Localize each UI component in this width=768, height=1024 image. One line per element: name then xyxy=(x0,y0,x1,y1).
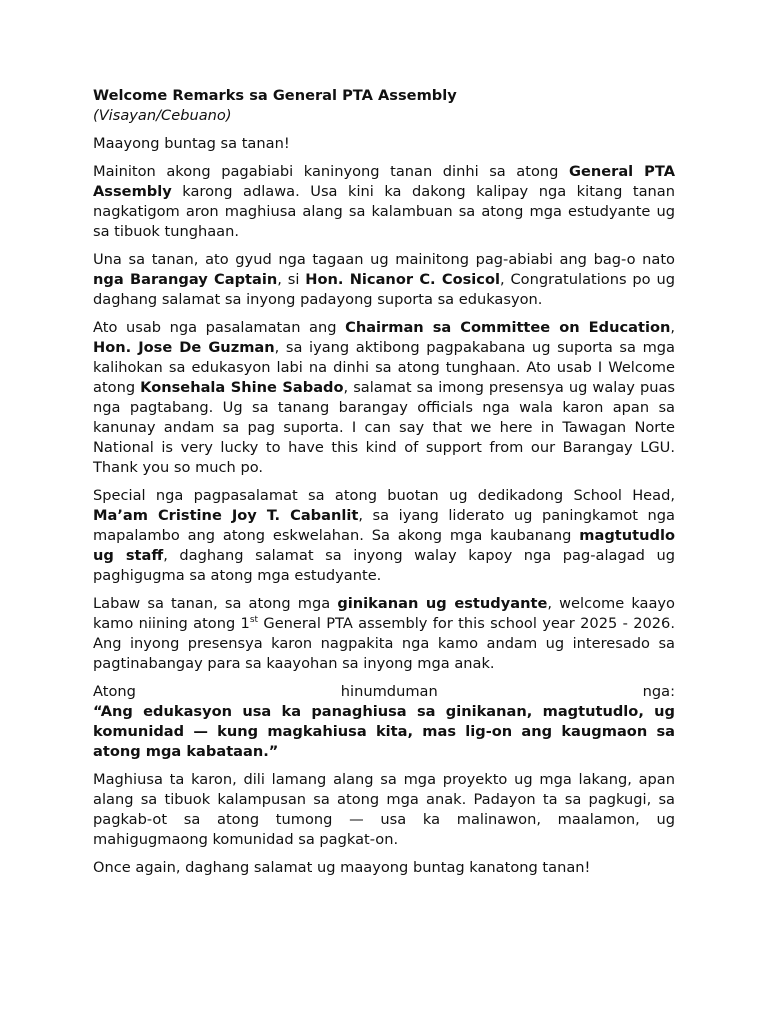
bold-text: Ma’am Cristine Joy T. Cabanlit xyxy=(93,507,359,524)
text: Atong xyxy=(93,683,136,700)
text: karong adlawa. Usa kini ka dakong kalipay nga kitang tanan nagkatigom aron maghiusa alang sa kalambuan sa atong mga estudyante ug sa tibuok tunghaan. xyxy=(93,183,675,240)
paragraph-7: Maghiusa ta karon, dili lamang alang sa mga proyekto ug mga lakang, apan alang sa tibuok kalampusan sa atong mga anak. Padayon ta sa pagkugi, sa pagkab-ot sa atong tumong — usa ka malinawon, maalamon, ug mahigugmaong komunidad sa pagkat-on. xyxy=(93,771,675,848)
reminder-line xyxy=(93,682,675,702)
bold-text: Chairman sa Committee on Education xyxy=(345,319,671,336)
bold-text: Konsehala Shine Sabado xyxy=(140,379,344,396)
text: Labaw sa tanan, sa atong mga xyxy=(93,595,338,612)
superscript: st xyxy=(249,615,259,626)
text: , si xyxy=(277,271,306,288)
text: Mainiton akong pagabiabi kaninyong tanan dinhi sa atong xyxy=(93,163,569,180)
text: General PTA assembly for this school year 2025 - 2026. Ang inyong presensya karon nagpakita nga kamo andam ug interesado sa pagtinabangay para sa kaayohan sa inyong mga anak. xyxy=(93,615,675,672)
paragraph-4 xyxy=(93,486,675,586)
bold-text: Hon. Jose De Guzman xyxy=(93,339,275,356)
paragraph-2 xyxy=(93,250,675,310)
bold-text: nga Barangay Captain xyxy=(93,271,278,288)
document-page xyxy=(93,86,675,886)
bold-text: ginikanan ug estudyante xyxy=(337,595,548,612)
paragraph-1 xyxy=(93,162,675,242)
bold-text: Hon. Nicanor C. Cosicol xyxy=(305,271,500,288)
document-title: Welcome Remarks sa General PTA Assembly xyxy=(93,87,457,104)
text: , sa iyang liderato ug paningkamot nga mapalambo ang atong eskwelahan. Sa akong mga kaubanang xyxy=(93,507,675,544)
text: , daghang salamat sa inyong walay kapoy nga pag-alagad ug paghigugma sa atong mga estudyante. xyxy=(93,547,676,584)
text: , Congratulations po ug daghang salamat sa inyong padayong suporta sa edukasyon. xyxy=(93,271,675,308)
bold-text: General PTA Assembly xyxy=(93,163,675,200)
text: , salamat sa imong presensya ug walay puas nga pagtabang. Ug sa tanang barangay officials nga wala karon apan sa kanunay andam sa pag suporta. I can say that we here in Tawagan Norte National is very lucky to have this kind of support from our Barangay LGU. Thank you so much po. xyxy=(93,379,676,476)
paragraph-5 xyxy=(93,594,675,674)
text: , xyxy=(670,319,675,336)
greeting-paragraph: Maayong buntag sa tanan! xyxy=(93,135,290,152)
paragraph-3 xyxy=(93,318,675,478)
text: Ato usab nga pasalamatan ang xyxy=(93,319,346,336)
document-subtitle: (Visayan/Cebuano) xyxy=(93,107,232,124)
bold-text: magtutudlo ug staff xyxy=(93,527,675,564)
closing-paragraph: Once again, daghang salamat ug maayong buntag kanatong tanan! xyxy=(93,859,591,876)
text: Special nga pagpasalamat sa atong buotan ug dedikadong School Head, xyxy=(93,487,675,504)
text: , sa iyang aktibong pagpakabana ug suporta sa mga kalihokan sa edukasyon labi na dinhi sa atong tunghaan. Ato usab I Welcome atong xyxy=(93,339,675,396)
text: nga: xyxy=(642,683,675,700)
text: Una sa tanan, ato gyud nga tagaan ug mainitong pag-abiabi ang bag-o nato xyxy=(93,251,675,268)
text: , welcome kaayo kamo niining atong 1 xyxy=(93,595,675,632)
text: hinumduman xyxy=(340,683,438,700)
quote: “Ang edukasyon usa ka panaghiusa sa ginikanan, magtutudlo, ug komunidad — kung magkahiusa kita, mas lig-on ang kaugmaon sa atong mga kabataan.” xyxy=(93,703,675,760)
